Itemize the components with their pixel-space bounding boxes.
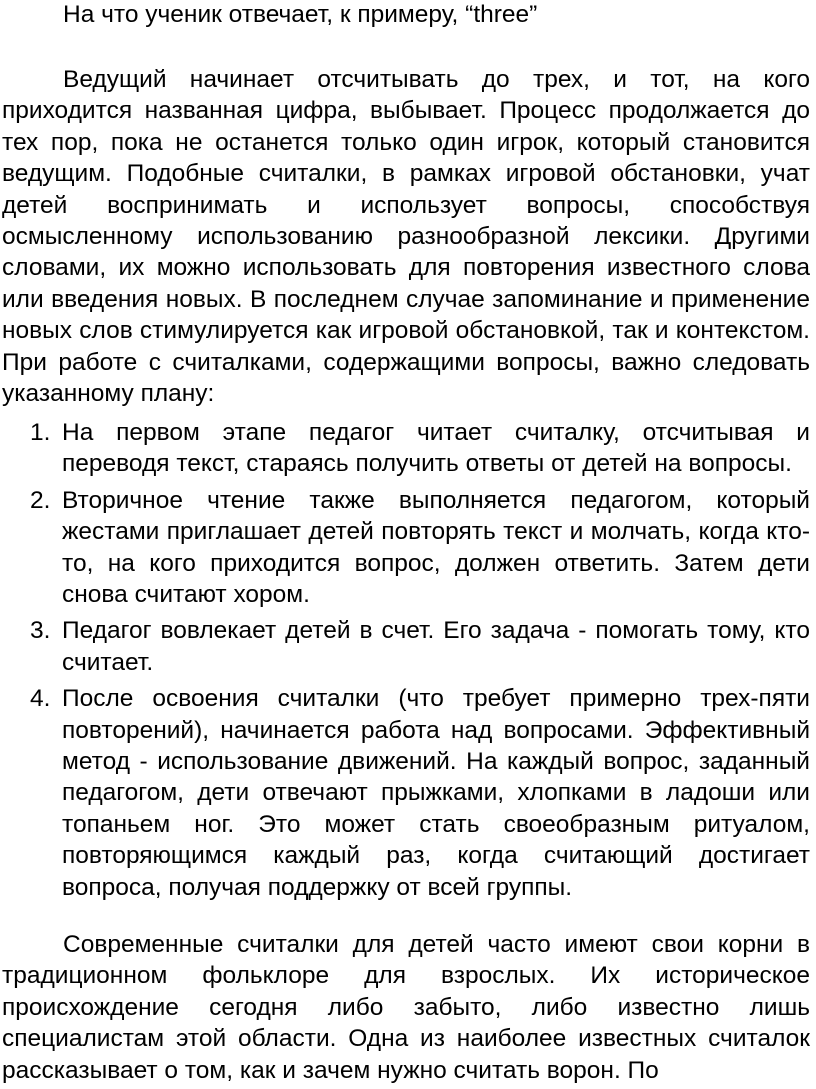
- list-item: [0, 485, 810, 611]
- list-item-number: 3.: [30, 617, 51, 645]
- list-item-text: На первом этапе педагог читает считалку, отсчитывая и переводя текст, стараясь получить ответы от детей на вопросы.: [62, 419, 810, 478]
- list-item: [0, 417, 810, 480]
- list-item-text: После освоения считалки (что требует примерно трех-пяти повторений), начинается работа над вопросами. Эффективный метод - использование движений. На каждый вопрос, заданный педагогом, дети отвечают прыжками, хлопками в ладоши или топаньем ног. Это может стать своеобразным ритуалом, повторяющимся каждый раз, когда считающий достигает вопроса, получая поддержку от всей группы.: [62, 685, 810, 901]
- steps-list: [0, 417, 810, 908]
- list-item-text: Педагог вовлекает детей в счет. Его задача - помогать тому, кто считает.: [62, 617, 810, 676]
- list-item: [0, 683, 810, 903]
- list-item-number: 1.: [30, 419, 51, 446]
- list-item-text: Вторичное чтение также выполняется педагогом, который жестами приглашает детей повторять текст и молчать, когда кто-то, на кого приходится вопрос, должен ответить. Затем дети снова считают хором.: [62, 486, 810, 609]
- list-item-number: 4.: [30, 685, 51, 713]
- list-item-number: 2.: [30, 486, 51, 514]
- paragraph-2: Современные считалки для детей часто имеют свои корни в традиционном фольклоре для взрослых. Их историческое происхождение сегодня либо забыто, либо известно лишь специалистам этой области. Одна из наиболее известных считалок рассказывает о том, как и зачем нужно считать ворон. По: [2, 931, 810, 1084]
- list-item: [0, 615, 810, 678]
- intro-line: На что ученик отвечает, к примеру, “three”: [63, 1, 538, 28]
- paragraph-1: Ведущий начинает отсчитывать до трех, и тот, на кого приходится названная цифра, выбывает. Процесс продолжается до тех пор, пока не останется только один игрок, который становится ведущим. Подобные считалки, в рамках игровой обстановки, учат детей воспринимать и использует вопросы, способствуя осмысленному использованию разнообразной лексики. Другими словами, их можно использовать для повторения известного слова или введения новых. В последнем случае запоминание и применение новых слов стимулируется как игровой обстановкой, так и контекстом. При работе с считалками, содержащими вопросы, важно следовать указанному плану:: [2, 66, 810, 408]
